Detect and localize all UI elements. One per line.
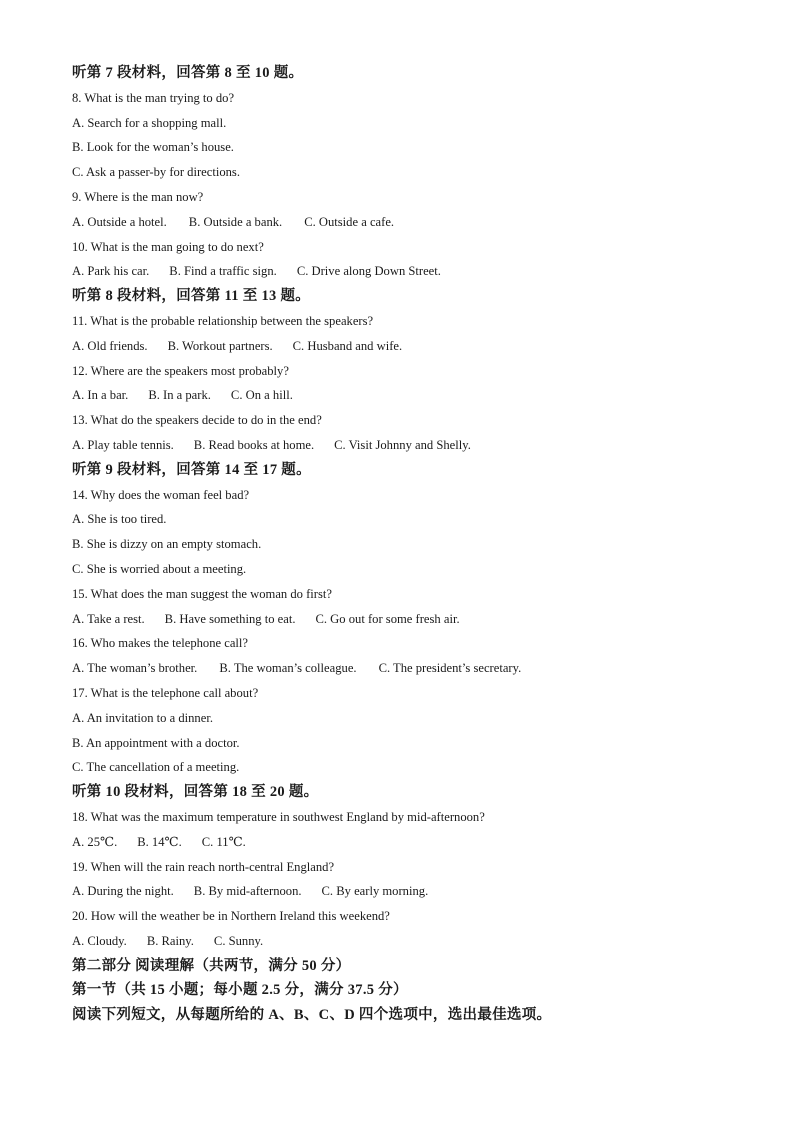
- section-heading-8: 听第 8 段材料，回答第 11 至 13 题。: [72, 288, 311, 305]
- option-17c: C. The cancellation of a meeting.: [72, 760, 240, 775]
- option-11a: A. Old friends.: [72, 338, 148, 353]
- option-9c: C. Outside a cafe.: [304, 214, 395, 229]
- option-17a: A. An invitation to a dinner.: [72, 710, 213, 725]
- question-19: 19. When will the rain reach north-central England?: [72, 859, 335, 874]
- question-14: 14. Why does the woman feel bad?: [72, 487, 250, 502]
- option-9a: A. Outside a hotel.: [72, 214, 167, 229]
- question-18: 18. What was the maximum temperature in southwest England by mid-afternoon?: [72, 809, 485, 824]
- section-heading-7: 听第 7 段材料，回答第 8 至 10 题。: [72, 65, 304, 81]
- options-18: [72, 830, 762, 855]
- option-14a: A. She is too tired.: [72, 512, 167, 527]
- options-16: [72, 656, 762, 681]
- option-10b: B. Find a traffic sign.: [169, 264, 277, 279]
- option-12b: B. In a park.: [148, 388, 211, 403]
- option-16c: C. The president’s secretary.: [378, 661, 522, 676]
- option-8a: A. Search for a shopping mall.: [72, 115, 227, 130]
- option-10c: C. Drive along Down Street.: [296, 264, 441, 279]
- part2-title: 第二部分 阅读理解（共两节，满分 50 分）: [72, 957, 351, 974]
- option-14c: C. She is worried about a meeting.: [72, 561, 247, 576]
- option-12a: A. In a bar.: [72, 388, 129, 403]
- question-13: 13. What do the speakers decide to do in the end?: [72, 413, 322, 428]
- options-11: [72, 334, 762, 359]
- option-18a: A. 25℃.: [72, 834, 118, 849]
- option-17b: B. An appointment with a doctor.: [72, 735, 240, 750]
- question-9: 9. Where is the man now?: [72, 189, 204, 204]
- question-15: 15. What does the man suggest the woman do first?: [72, 586, 332, 601]
- option-20a: A. Cloudy.: [72, 933, 127, 948]
- question-8: 8. What is the man trying to do?: [72, 90, 235, 105]
- option-13a: A. Play table tennis.: [72, 437, 174, 452]
- option-15a: A. Take a rest.: [72, 611, 145, 626]
- option-19c: C. By early morning.: [321, 884, 429, 899]
- option-9b: B. Outside a bank.: [188, 214, 283, 229]
- options-13: [72, 433, 762, 458]
- option-12c: C. On a hill.: [230, 388, 293, 403]
- option-15b: B. Have something to eat.: [164, 611, 296, 626]
- question-11: 11. What is the probable relationship between the speakers?: [72, 313, 374, 328]
- option-16b: B. The woman’s colleague.: [219, 661, 357, 676]
- option-8b: B. Look for the woman’s house.: [72, 140, 234, 155]
- option-20c: C. Sunny.: [213, 933, 264, 948]
- option-16a: A. The woman’s brother.: [72, 661, 198, 676]
- option-11c: C. Husband and wife.: [292, 338, 403, 353]
- question-12: 12. Where are the speakers most probably?: [72, 363, 289, 378]
- question-17: 17. What is the telephone call about?: [72, 685, 259, 700]
- options-19: [72, 879, 762, 904]
- options-20: [72, 929, 762, 954]
- option-10a: A. Park his car.: [72, 264, 150, 279]
- question-20: 20. How will the weather be in Northern Ireland this weekend?: [72, 909, 390, 924]
- option-19b: B. By mid-afternoon.: [193, 884, 302, 899]
- option-14b: B. She is dizzy on an empty stomach.: [72, 537, 262, 552]
- part2-instruction: 阅读下列短文，从每题所给的 A、B、C、D 四个选项中，选出最佳选项。: [72, 1007, 552, 1024]
- section-heading-9: 听第 9 段材料，回答第 14 至 17 题。: [72, 461, 311, 478]
- section-heading-10: 听第 10 段材料，回答第 18 至 20 题。: [72, 784, 319, 801]
- part2-section1: 第一节（共 15 小题；每小题 2.5 分，满分 37.5 分）: [72, 982, 408, 999]
- option-20b: B. Rainy.: [146, 933, 194, 948]
- question-10: 10. What is the man going to do next?: [72, 239, 264, 254]
- option-13c: C. Visit Johnny and Shelly.: [334, 437, 471, 452]
- option-11b: B. Workout partners.: [167, 338, 273, 353]
- option-19a: A. During the night.: [72, 884, 174, 899]
- option-13b: B. Read books at home.: [193, 437, 315, 452]
- option-18b: B. 14℃.: [137, 834, 182, 849]
- option-15c: C. Go out for some fresh air.: [315, 611, 460, 626]
- exam-page: [72, 61, 762, 1028]
- options-15: [72, 607, 762, 632]
- options-10: [72, 259, 762, 284]
- option-18c: C. 11℃.: [201, 834, 246, 849]
- question-16: 16. Who makes the telephone call?: [72, 636, 249, 651]
- option-8c: C. Ask a passer-by for directions.: [72, 165, 240, 180]
- options-9: [72, 210, 762, 235]
- options-12: [72, 383, 762, 408]
